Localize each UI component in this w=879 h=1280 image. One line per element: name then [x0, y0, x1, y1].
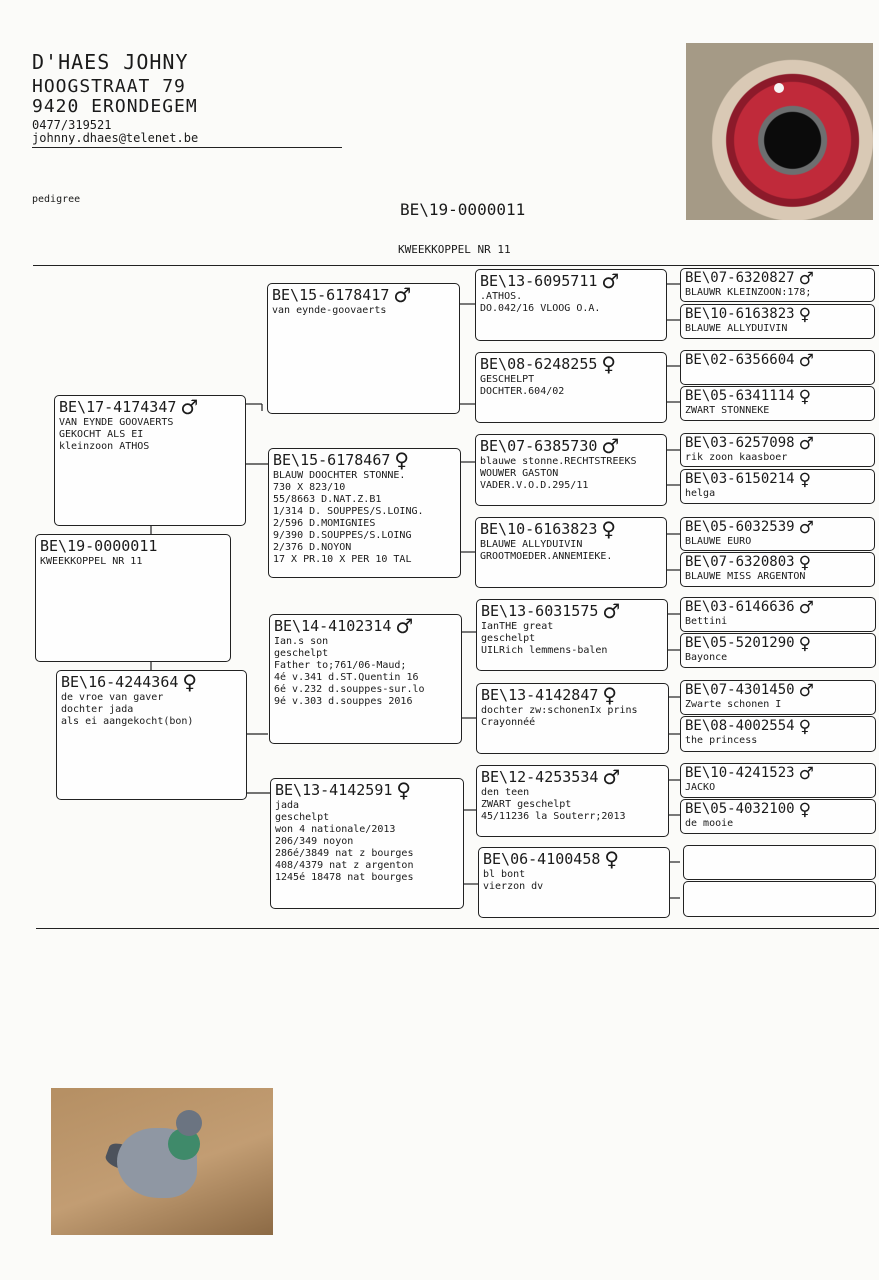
female-icon: ♀: [798, 470, 812, 490]
info-line: 6é v.232 d.souppes-sur.lo: [274, 684, 425, 695]
info-line: Bayonce: [685, 652, 728, 663]
male-icon: ♂: [798, 269, 814, 289]
info-line: the princess: [685, 735, 758, 746]
pedigree-box-g2-3: [270, 778, 464, 909]
info-line: JACKO: [685, 782, 716, 793]
bottom-divider: [36, 928, 879, 929]
ring-number: BE\15-6178417: [272, 286, 390, 304]
info-line: 4é v.341 d.ST.Quentin 16: [274, 672, 419, 683]
ring-number: BE\02-6356604: [685, 352, 795, 368]
pedigree-box-g2-2: [269, 614, 462, 744]
info-line: kleinzoon ATHOS: [59, 441, 150, 452]
info-line: bl bont: [483, 869, 526, 880]
pedigree-box-g3-0: [475, 269, 667, 341]
ring-number: BE\03-6146636: [685, 599, 795, 615]
info-line: BLAUWE ALLYDUIVIN: [480, 539, 583, 550]
pedigree-box-g3-4: [476, 599, 668, 671]
ring-number: BE\14-4102314: [274, 617, 392, 635]
info-line: Crayonnéé: [481, 717, 536, 728]
male-icon: ♂: [393, 283, 412, 307]
info-line: 9é v.303 d.souppes 2016: [274, 696, 413, 707]
ring-number: BE\17-4174347: [59, 398, 177, 416]
pedigree-box-subject: [35, 534, 231, 662]
pedigree-box-g4-8: [680, 597, 876, 632]
info-line: blauwe stonne.RECHTSTREEKS: [480, 456, 637, 467]
info-line: BLAUWE MISS ARGENTON: [685, 571, 806, 582]
main-subtitle: KWEEKKOPPEL NR 11: [398, 243, 511, 256]
info-line: 206/349 noyon: [275, 836, 354, 847]
info-line: DO.042/16 VLOOG O.A.: [480, 303, 601, 314]
female-icon: ♀: [798, 305, 812, 325]
pedigree-box-g4-2: [680, 350, 875, 385]
male-icon: ♂: [602, 599, 621, 623]
female-icon: ♀: [602, 683, 618, 707]
pedigree-box-g4-11: [680, 716, 876, 752]
female-icon: ♀: [182, 670, 198, 694]
info-line: VADER.V.O.D.295/11: [480, 480, 589, 491]
ring-number: BE\05-6032539: [685, 519, 795, 535]
pedigree-box-g4-13: [680, 799, 876, 834]
info-line: Bettini: [685, 616, 728, 627]
info-line: ZWART STONNEKE: [685, 405, 770, 416]
info-line: BLAUWE EURO: [685, 536, 752, 547]
owner-street: HOOGSTRAAT 79: [32, 76, 186, 97]
info-line: BLAUWR KLEINZOON:178;: [685, 287, 812, 298]
ring-number: BE\16-4244364: [61, 673, 179, 691]
info-line: geschelpt: [275, 812, 330, 823]
info-line: GROOTMOEDER.ANNEMIEKE.: [480, 551, 613, 562]
ring-number: BE\13-4142847: [481, 686, 599, 704]
male-icon: ♂: [798, 764, 814, 784]
info-line: ZWART geschelpt: [481, 799, 572, 810]
pedigree-box-g2-0: [267, 283, 460, 414]
pedigree-box-g4-3: [680, 386, 875, 421]
info-line: IanTHE great: [481, 621, 554, 632]
male-icon: ♂: [798, 518, 814, 538]
pigeon-head: [176, 1110, 202, 1136]
ring-number: BE\07-6320827: [685, 270, 795, 286]
ring-number: BE\07-4301450: [685, 682, 795, 698]
female-icon: ♀: [396, 778, 412, 802]
male-icon: ♂: [798, 681, 814, 701]
owner-name: D'HAES JOHNY: [32, 50, 189, 74]
ring-number: BE\07-6320803: [685, 554, 795, 570]
pedigree-box-g4-1: [680, 304, 875, 339]
male-icon: ♂: [601, 434, 620, 458]
ring-number: BE\03-6257098: [685, 435, 795, 451]
pedigree-box-g4-6: [680, 517, 875, 551]
ring-number: BE\19-0000011: [40, 537, 158, 555]
female-icon: ♀: [604, 847, 620, 871]
male-icon: ♂: [798, 434, 814, 454]
ring-number: BE\06-4100458: [483, 850, 601, 868]
ring-number: BE\08-4002554: [685, 718, 795, 734]
ring-number: BE\10-6163823: [685, 306, 795, 322]
info-line: 45/11236 la Souterr;2013: [481, 811, 626, 822]
info-line: 2/376 D.NOYON: [273, 542, 352, 553]
male-icon: ♂: [601, 269, 620, 293]
info-line: GESCHELPT: [480, 374, 535, 385]
pedigree-box-g4-5: [680, 469, 875, 504]
pedigree-box-dam: [56, 670, 247, 800]
owner-phone: 0477/319521: [32, 118, 112, 132]
ring-number: BE\15-6178467: [273, 451, 391, 469]
pedigree-box-g4-14: [683, 845, 876, 880]
info-line: geschelpt: [481, 633, 536, 644]
pigeon-photo: [51, 1088, 273, 1235]
info-line: vierzon dv: [483, 881, 544, 892]
male-icon: ♂: [798, 598, 814, 618]
female-icon: ♀: [798, 634, 812, 654]
female-icon: ♀: [601, 517, 617, 541]
ring-number: BE\03-6150214: [685, 471, 795, 487]
info-line: BLAUWE ALLYDUIVIN: [685, 323, 788, 334]
pedigree-box-g4-15: [683, 881, 876, 917]
pedigree-box-g4-12: [680, 763, 876, 798]
ring-number: BE\05-5201290: [685, 635, 795, 651]
female-icon: ♀: [798, 387, 812, 407]
pedigree-label: pedigree: [32, 194, 81, 205]
info-line: WOUWER GASTON: [480, 468, 559, 479]
info-line: 9/390 D.SOUPPES/S.LOING: [273, 530, 412, 541]
pedigree-box-g3-2: [475, 434, 667, 506]
info-line: 408/4379 nat z argenton: [275, 860, 414, 871]
pedigree-box-g3-6: [476, 765, 669, 837]
main-ring-number: BE\19-0000011: [400, 200, 526, 219]
info-line: de mooie: [685, 818, 734, 829]
pedigree-box-g4-7: [680, 552, 875, 587]
ring-number: BE\05-4032100: [685, 801, 795, 817]
female-icon: ♀: [798, 717, 812, 737]
info-line: BLAUW DOOCHTER STONNE.: [273, 470, 406, 481]
info-line: Ian.s son: [274, 636, 329, 647]
male-icon: ♂: [602, 765, 621, 789]
female-icon: ♀: [601, 352, 617, 376]
female-icon: ♀: [798, 800, 812, 820]
ring-number: BE\08-6248255: [480, 355, 598, 373]
female-icon: ♀: [394, 448, 410, 472]
info-line: GEKOCHT ALS EI: [59, 429, 144, 440]
info-line: 1/314 D. SOUPPES/S.LOING.: [273, 506, 424, 517]
ring-number: BE\13-6095711: [480, 272, 598, 290]
info-line: Father to;761/06-Maud;: [274, 660, 407, 671]
pedigree-box-g2-1: [268, 448, 461, 578]
info-line: de vroe van gaver: [61, 692, 164, 703]
pedigree-box-g3-1: [475, 352, 667, 423]
ring-number: BE\10-4241523: [685, 765, 795, 781]
ring-number: BE\12-4253534: [481, 768, 599, 786]
info-line: UILRich lemmens-balen: [481, 645, 608, 656]
female-icon: ♀: [798, 553, 812, 573]
pedigree-box-g4-9: [680, 633, 876, 668]
info-line: jada: [275, 800, 300, 811]
info-line: 17 X PR.10 X PER 10 TAL: [273, 554, 412, 565]
info-line: .ATHOS.: [480, 291, 523, 302]
pedigree-box-sire: [54, 395, 246, 526]
ring-number: BE\05-6341114: [685, 388, 795, 404]
info-line: won 4 nationale/2013: [275, 824, 396, 835]
male-icon: ♂: [395, 614, 414, 638]
ring-number: BE\10-6163823: [480, 520, 598, 538]
pedigree-box-g3-7: [478, 847, 670, 918]
pedigree-box-g4-4: [680, 433, 875, 467]
info-line: als ei aangekocht(bon): [61, 716, 194, 727]
info-line: 1245é 18478 nat bourges: [275, 872, 414, 883]
info-line: geschelpt: [274, 648, 329, 659]
pedigree-box-g3-3: [475, 517, 667, 588]
pedigree-box-g4-10: [680, 680, 876, 715]
pedigree-box-g3-5: [476, 683, 669, 754]
info-line: 730 X 823/10: [273, 482, 346, 493]
pedigree-box-g4-0: [680, 268, 875, 302]
male-icon: ♂: [798, 351, 814, 371]
ring-number: BE\13-6031575: [481, 602, 599, 620]
info-line: VAN EYNDE GOOVAERTS: [59, 417, 174, 428]
info-line: rik zoon kaasboer: [685, 452, 788, 463]
ring-number: BE\07-6385730: [480, 437, 598, 455]
ring-number: BE\13-4142591: [275, 781, 393, 799]
info-line: dochter jada: [61, 704, 134, 715]
info-line: Zwarte schonen I: [685, 699, 782, 710]
info-line: 2/596 D.MOMIGNIES: [273, 518, 376, 529]
owner-email: johnny.dhaes@telenet.be: [32, 131, 199, 145]
male-icon: ♂: [180, 395, 199, 419]
info-line: 286é/3849 nat z bourges: [275, 848, 414, 859]
info-line: DOCHTER.604/02: [480, 386, 565, 397]
info-line: 55/8663 D.NAT.Z.B1: [273, 494, 382, 505]
info-line: dochter zw:schonenIx prins: [481, 705, 638, 716]
owner-city: 9420 ERONDEGEM: [32, 96, 198, 117]
info-line: KWEEKKOPPEL NR 11: [40, 556, 143, 567]
info-line: helga: [685, 488, 716, 499]
info-line: den teen: [481, 787, 530, 798]
info-line: van eynde-goovaerts: [272, 305, 387, 316]
